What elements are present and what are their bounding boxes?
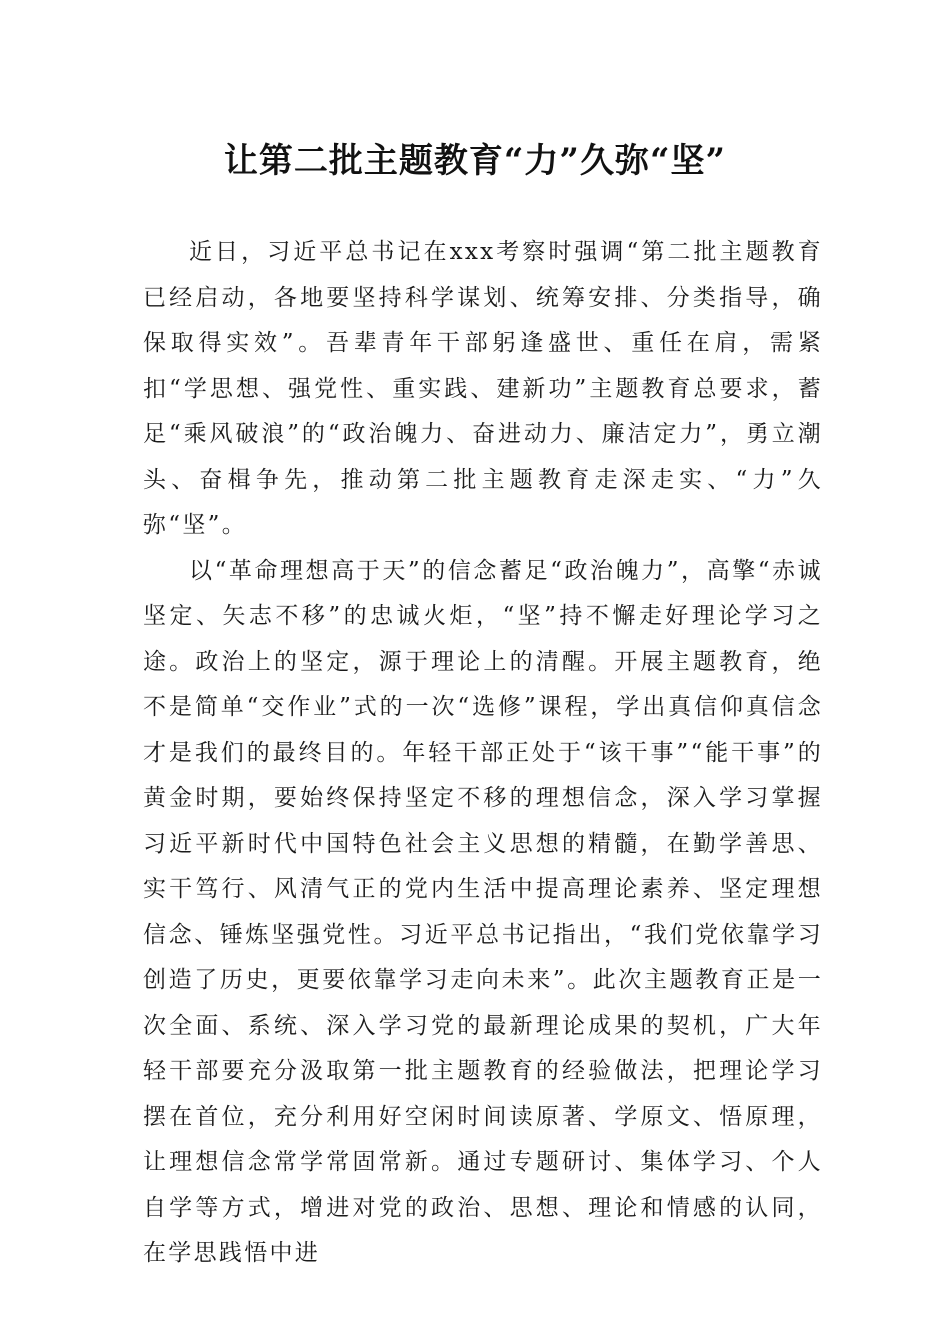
paragraph-2: 以“革命理想高于天”的信念蓄足“政治魄力”，高擎“赤诚坚定、矢志不移”的忠诚火炬，“坚”持不懈走好理论学习之途。政治上的坚定，源于理论上的清醒。开展主题教育，绝不是简单“交作业”式的一次“选修”课程，学出真信仰真信念才是我们的最终目的。年轻干部正处于“该干事”“能干事”的黄金时期，要始终保持坚定不移的理想信念，深入学习掌握习近平新时代中国特色社会主义思想的精髓，在勤学善思、实干笃行、风清气正的党内生活中提高理论素养、坚定理想信念、锤炼坚强党性。习近平总书记指出，“我们党依靠学习创造了历史，更要依靠学习走向未来”。此次主题教育正是一次全面、系统、深入学习党的最新理论成果的契机，广大年轻干部要充分汲取第一批主题教育的经验做法，把理论学习摆在首位，充分利用好空闲时间读原著、学原文、悟原理，让理想信念常学常固常新。通过专题研讨、集体学习、个人自学等方式，增进对党的政治、思想、理论和情感的认同，在学思践悟中进 — [143, 557, 823, 1266]
paragraph-1: 近日，习近平总书记在xxx考察时强调“第二批主题教育已经启动，各地要坚持科学谋划、统筹安排、分类指导，确保取得实效”。吾辈青年干部躬逢盛世、重任在肩，需紧扣“学思想、强党性、重实践、建新功”主题教育总要求，蓄足“乘风破浪”的“政治魄力、奋进动力、廉洁定力”，勇立潮头、奋楫争先，推动第二批主题教育走深走实、“力”久弥“坚”。 — [143, 239, 823, 538]
document-body — [143, 230, 823, 1277]
document-title: 让第二批主题教育“力”久弥“坚” — [223, 141, 727, 181]
